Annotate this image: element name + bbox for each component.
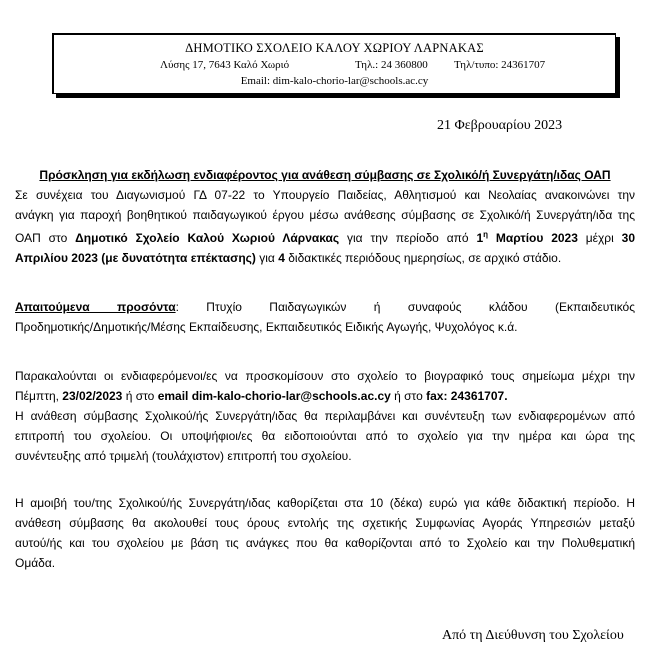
text-line: Η ανάθεση σύμβασης Σχολικού/ής Συνεργάτη/ιδας θα περιλαμβάνει και συνέντευξη των ενδιαφερομένων από bbox=[15, 409, 635, 423]
paragraph-qualifications bbox=[15, 297, 635, 337]
letterhead bbox=[52, 33, 616, 94]
text-line: Ομάδα. bbox=[15, 556, 56, 570]
text-line: επιτροπή του σχολείου. Οι υποψήφιοι/ες θα ειδοποιούνται από το σχολείο για την ημέρα και ώρα της bbox=[15, 429, 635, 443]
letter-date: 21 Φεβρουαρίου 2023 bbox=[437, 118, 563, 133]
text-line: ΟΑΠ στο Δημοτικό Σχολείο Καλού Χωριού Λάρνακας για την περίοδο από $1^\eta$ Μαρτίου 2023 μέχρι 30 bbox=[15, 230, 635, 245]
text-line: Σε συνέχεια του Διαγωνισμού ΓΔ 07-22 το Υπουργείο Παιδείας, Αθλητισμού και Νεολαίας ανακοινώνει την bbox=[15, 188, 635, 202]
paragraph-submission bbox=[15, 366, 635, 466]
contact-fax: fax: 24361707. bbox=[426, 389, 508, 403]
school-email: Email: dim-kalo-chorio-lar@schools.ac.cy bbox=[240, 75, 429, 87]
school-address: Λύσης 17, 7643 Καλό Χωριό bbox=[160, 59, 290, 71]
text-line: Πέμπτη, 23/02/2023 ή στο email dim-kalo-chorio-lar@schools.ac.cy ή στο fax: 24361707. bbox=[15, 389, 508, 403]
school-phone: Τηλ.: 24 360800 bbox=[355, 59, 428, 71]
text-line: Παρακαλούνται οι ενδιαφερόμενοι/ες να προσκομίσουν στο σχολείο το βιογραφικό τους σημείωμα μέχρι την bbox=[15, 369, 635, 383]
text-line: συνέντευξης από τριμελή (τουλάχιστον) επιτροπή του σχολείου. bbox=[15, 449, 352, 463]
text-line: Η αμοιβή του/της Σχολικού/ής Συνεργάτη/ιδας καθορίζεται στα 10 (δέκα) ευρώ για κάθε διδακτική περίοδο. Η bbox=[15, 496, 635, 510]
text-line: Απριλίου 2023 (με δυνατότητα επέκτασης) για 4 διδακτικές περιόδους ημερησίως, σε αρχικό στάδιο. bbox=[15, 251, 562, 265]
letter-title: Πρόσκληση για εκδήλωση ενδιαφέροντος για ανάθεση σύμβασης σε Σχολικό/ή Συνεργάτη/ιδας ΟΑΠ bbox=[39, 168, 611, 182]
school-name: ΔΗΜΟΤΙΚΟ ΣΧΟΛΕΙΟ ΚΑΛΟΥ ΧΩΡΙΟΥ ΛΑΡΝΑΚΑΣ bbox=[185, 41, 484, 55]
contact-email: email dim-kalo-chorio-lar@schools.ac.cy bbox=[157, 389, 391, 403]
text-line: Προδημοτικής/Δημοτικής/Μέσης Εκπαίδευσης, Εκπαιδευτικός Ειδικής Αγωγής, Ψυχολόγος κ.ά. bbox=[15, 320, 518, 334]
text-line: αυτού/ής και του σχολείου με βάση τις ανάγκες που θα καθορίζονται από το Σχολείο και την Πολυθεματική bbox=[15, 536, 635, 550]
qualifications-label: Απαιτούμενα προσόντα bbox=[15, 300, 176, 314]
signature: Από τη Διεύθυνση του Σχολείου bbox=[442, 628, 624, 643]
text-line: Απαιτούμενα προσόντα: Πτυχίο Παιδαγωγικών ή συναφούς κλάδου (Εκπαιδευτικός bbox=[15, 300, 635, 314]
paragraph-remuneration bbox=[15, 493, 635, 573]
text-line: ανάθεση σύμβασης θα ακολουθεί τους όρους εντολής της σχετικής Συμφωνίας Αγοράς Υπηρεσιών μεταξύ bbox=[15, 516, 635, 530]
paragraph-announcement bbox=[15, 185, 635, 268]
text-line: ανάγκη για παροχή βοηθητικού παιδαγωγικού έργου μέσω ανάθεσης σύμβασης σε Σχολικό/ή Συνεργάτη/ιδα της bbox=[15, 208, 635, 222]
school-fax: Τηλ/τυπο: 24361707 bbox=[454, 59, 546, 71]
